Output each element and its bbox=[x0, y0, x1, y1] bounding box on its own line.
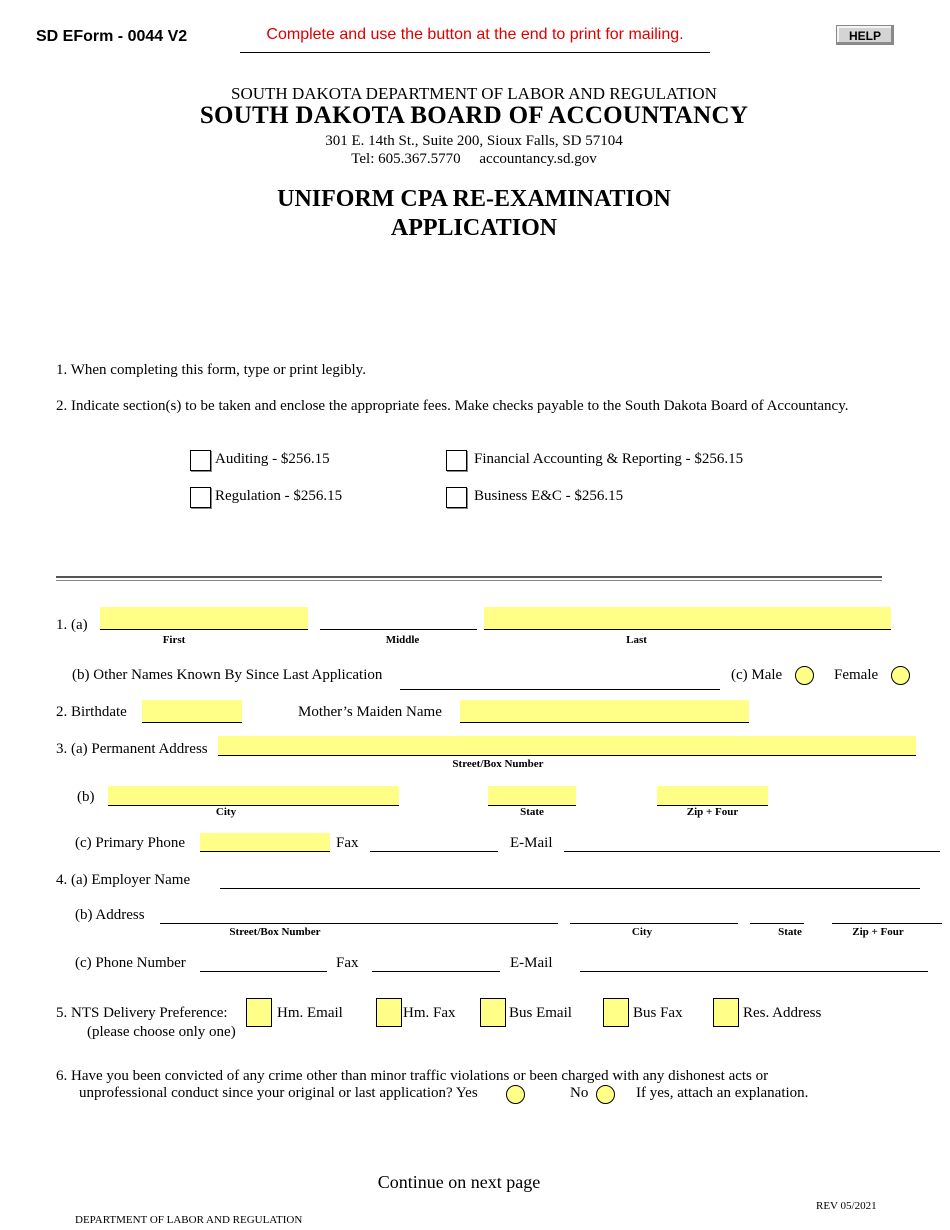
male-radio[interactable] bbox=[795, 666, 814, 685]
bus-email-checkbox[interactable] bbox=[480, 998, 506, 1027]
form-id: SD EForm - 0044 V2 bbox=[36, 28, 188, 45]
middle-caption: Middle bbox=[385, 634, 420, 646]
auditing-label: Auditing - $256.15 bbox=[215, 451, 330, 467]
employer-street-caption: Street/Box Number bbox=[229, 926, 321, 938]
last-name-input[interactable] bbox=[484, 607, 891, 629]
employer-phone-field[interactable] bbox=[200, 951, 327, 972]
employer-email-label: E-Mail bbox=[510, 955, 553, 971]
address-b-label: (b) bbox=[77, 789, 95, 805]
form-title-line1: UNIFORM CPA RE-EXAMINATION bbox=[277, 186, 671, 212]
employer-fax-label: Fax bbox=[336, 955, 359, 971]
bus-fax-checkbox[interactable] bbox=[603, 998, 629, 1027]
gender-male-label: (c) Male bbox=[731, 667, 783, 683]
board-address: 301 E. 14th St., Suite 200, Sioux Falls, SD 57104 bbox=[325, 133, 623, 149]
instruction-2: 2. Indicate section(s) to be taken and enclose the appropriate fees. Make checks payable to the South Dakota Board of Accountancy. bbox=[56, 398, 849, 414]
employer-zip-caption: Zip + Four bbox=[852, 926, 904, 938]
auditing-checkbox[interactable] bbox=[190, 450, 211, 471]
employer-city-caption: City bbox=[631, 926, 653, 938]
fax-input[interactable] bbox=[370, 831, 498, 851]
middle-name-input[interactable] bbox=[320, 607, 477, 629]
employer-name-input[interactable] bbox=[220, 867, 920, 888]
birthdate-label: 2. Birthdate bbox=[56, 704, 127, 720]
other-names-label: (b) Other Names Known By Since Last Application bbox=[72, 667, 383, 683]
birthdate-input[interactable] bbox=[142, 700, 242, 722]
employer-phone-input[interactable] bbox=[200, 951, 327, 971]
conviction-yes-radio[interactable] bbox=[506, 1085, 525, 1104]
employer-state-caption: State bbox=[778, 926, 802, 938]
email-input[interactable] bbox=[564, 831, 940, 851]
q6-line1: 6. Have you been convicted of any crime other than minor traffic violations or been charged with any dishonest acts or bbox=[56, 1068, 769, 1084]
regulation-label: Regulation - $256.15 bbox=[215, 488, 343, 504]
employer-email-input[interactable] bbox=[580, 951, 928, 971]
revision-note: REV 05/2021 bbox=[816, 1200, 877, 1212]
far-label: Financial Accounting & Reporting - $256.15 bbox=[474, 451, 744, 467]
nts-delivery-label: 5. NTS Delivery Preference: bbox=[56, 1005, 228, 1021]
email-label: E-Mail bbox=[510, 835, 553, 851]
employer-fax-input[interactable] bbox=[372, 951, 500, 971]
other-names-input[interactable] bbox=[400, 667, 720, 689]
permanent-street-input[interactable] bbox=[218, 736, 916, 755]
primary-phone-input[interactable] bbox=[200, 833, 330, 851]
email-field[interactable] bbox=[564, 831, 940, 852]
employer-street-field[interactable] bbox=[160, 903, 558, 924]
q6-no-label: No bbox=[570, 1085, 589, 1101]
bus-email-label: Bus Email bbox=[509, 1005, 572, 1021]
regulation-checkbox[interactable] bbox=[190, 487, 211, 508]
hm-fax-label: Hm. Fax bbox=[403, 1005, 456, 1021]
employer-name-label: 4. (a) Employer Name bbox=[56, 872, 191, 888]
permanent-address-label: 3. (a) Permanent Address bbox=[56, 741, 208, 757]
primary-phone-label: (c) Primary Phone bbox=[75, 835, 185, 851]
board-contact: Tel: 605.367.5770 accountancy.sd.gov bbox=[351, 151, 597, 167]
q6-explain-note: If yes, attach an explanation. bbox=[636, 1085, 809, 1101]
continue-note: Continue on next page bbox=[377, 1172, 541, 1192]
far-checkbox[interactable] bbox=[446, 450, 467, 471]
city-caption: City bbox=[215, 806, 237, 818]
maiden-name-input[interactable] bbox=[460, 700, 749, 722]
last-caption: Last bbox=[626, 634, 647, 646]
section-divider-thin bbox=[56, 580, 882, 581]
zip-input[interactable] bbox=[657, 786, 768, 805]
nts-delivery-note: (please choose only one) bbox=[87, 1024, 236, 1040]
section-divider bbox=[56, 576, 882, 578]
bec-label: Business E&C - $256.15 bbox=[474, 488, 624, 504]
footer-department: DEPARTMENT OF LABOR AND REGULATION bbox=[75, 1214, 303, 1226]
hm-email-checkbox[interactable] bbox=[246, 998, 272, 1027]
state-caption: State bbox=[520, 806, 544, 818]
bec-checkbox[interactable] bbox=[446, 487, 467, 508]
maiden-name-field[interactable] bbox=[460, 700, 749, 723]
board-name: SOUTH DAKOTA BOARD OF ACCOUNTANCY bbox=[199, 102, 749, 129]
q6-line2: unprofessional conduct since your original or last application? Yes bbox=[79, 1085, 478, 1101]
employer-fax-field[interactable] bbox=[372, 951, 500, 972]
city-field[interactable] bbox=[108, 786, 399, 806]
permanent-street-field[interactable] bbox=[218, 736, 916, 756]
employer-street-input[interactable] bbox=[160, 903, 558, 923]
state-field[interactable] bbox=[488, 786, 576, 806]
employer-zip-input[interactable] bbox=[832, 903, 942, 923]
first-caption: First bbox=[162, 634, 186, 646]
department-name: SOUTH DAKOTA DEPARTMENT OF LABOR AND REGULATION bbox=[231, 84, 717, 103]
employer-city-field[interactable] bbox=[570, 903, 738, 924]
employer-phone-label: (c) Phone Number bbox=[75, 955, 186, 971]
employer-email-field[interactable] bbox=[580, 951, 928, 972]
street-caption: Street/Box Number bbox=[452, 758, 544, 770]
primary-phone-field[interactable] bbox=[200, 833, 330, 852]
middle-name-field[interactable] bbox=[320, 607, 477, 630]
employer-zip-field[interactable] bbox=[832, 903, 942, 924]
zip-field[interactable] bbox=[657, 786, 768, 806]
birthdate-field[interactable] bbox=[142, 700, 242, 723]
hm-email-label: Hm. Email bbox=[277, 1005, 343, 1021]
form-title-line2: APPLICATION bbox=[390, 215, 558, 241]
conviction-no-radio[interactable] bbox=[596, 1085, 615, 1104]
help-button[interactable]: HELP bbox=[836, 25, 894, 45]
fax-label: Fax bbox=[336, 835, 359, 851]
state-input[interactable] bbox=[488, 786, 576, 805]
zip-caption: Zip + Four bbox=[686, 806, 739, 818]
employer-address-label: (b) Address bbox=[75, 907, 145, 923]
last-name-field[interactable] bbox=[484, 607, 891, 630]
print-instruction: Complete and use the button at the end to print for mailing. bbox=[240, 26, 710, 53]
female-radio[interactable] bbox=[891, 666, 910, 685]
res-address-checkbox[interactable] bbox=[713, 998, 739, 1027]
hm-fax-checkbox[interactable] bbox=[376, 998, 402, 1027]
city-input[interactable] bbox=[108, 786, 399, 805]
instruction-1: 1. When completing this form, type or print legibly. bbox=[56, 362, 366, 378]
gender-female-label: Female bbox=[834, 667, 879, 683]
q1-prefix: 1. (a) bbox=[56, 617, 88, 633]
employer-state-input[interactable] bbox=[750, 903, 804, 923]
maiden-name-label: Mother’s Maiden Name bbox=[298, 704, 442, 720]
employer-name-field[interactable] bbox=[220, 867, 920, 889]
res-address-label: Res. Address bbox=[743, 1005, 822, 1021]
bus-fax-label: Bus Fax bbox=[633, 1005, 683, 1021]
first-name-field[interactable] bbox=[100, 607, 308, 630]
employer-city-input[interactable] bbox=[570, 903, 738, 923]
first-name-input[interactable] bbox=[100, 607, 308, 629]
other-names-field[interactable] bbox=[400, 667, 720, 690]
fax-field[interactable] bbox=[370, 831, 498, 852]
employer-state-field[interactable] bbox=[750, 903, 804, 924]
